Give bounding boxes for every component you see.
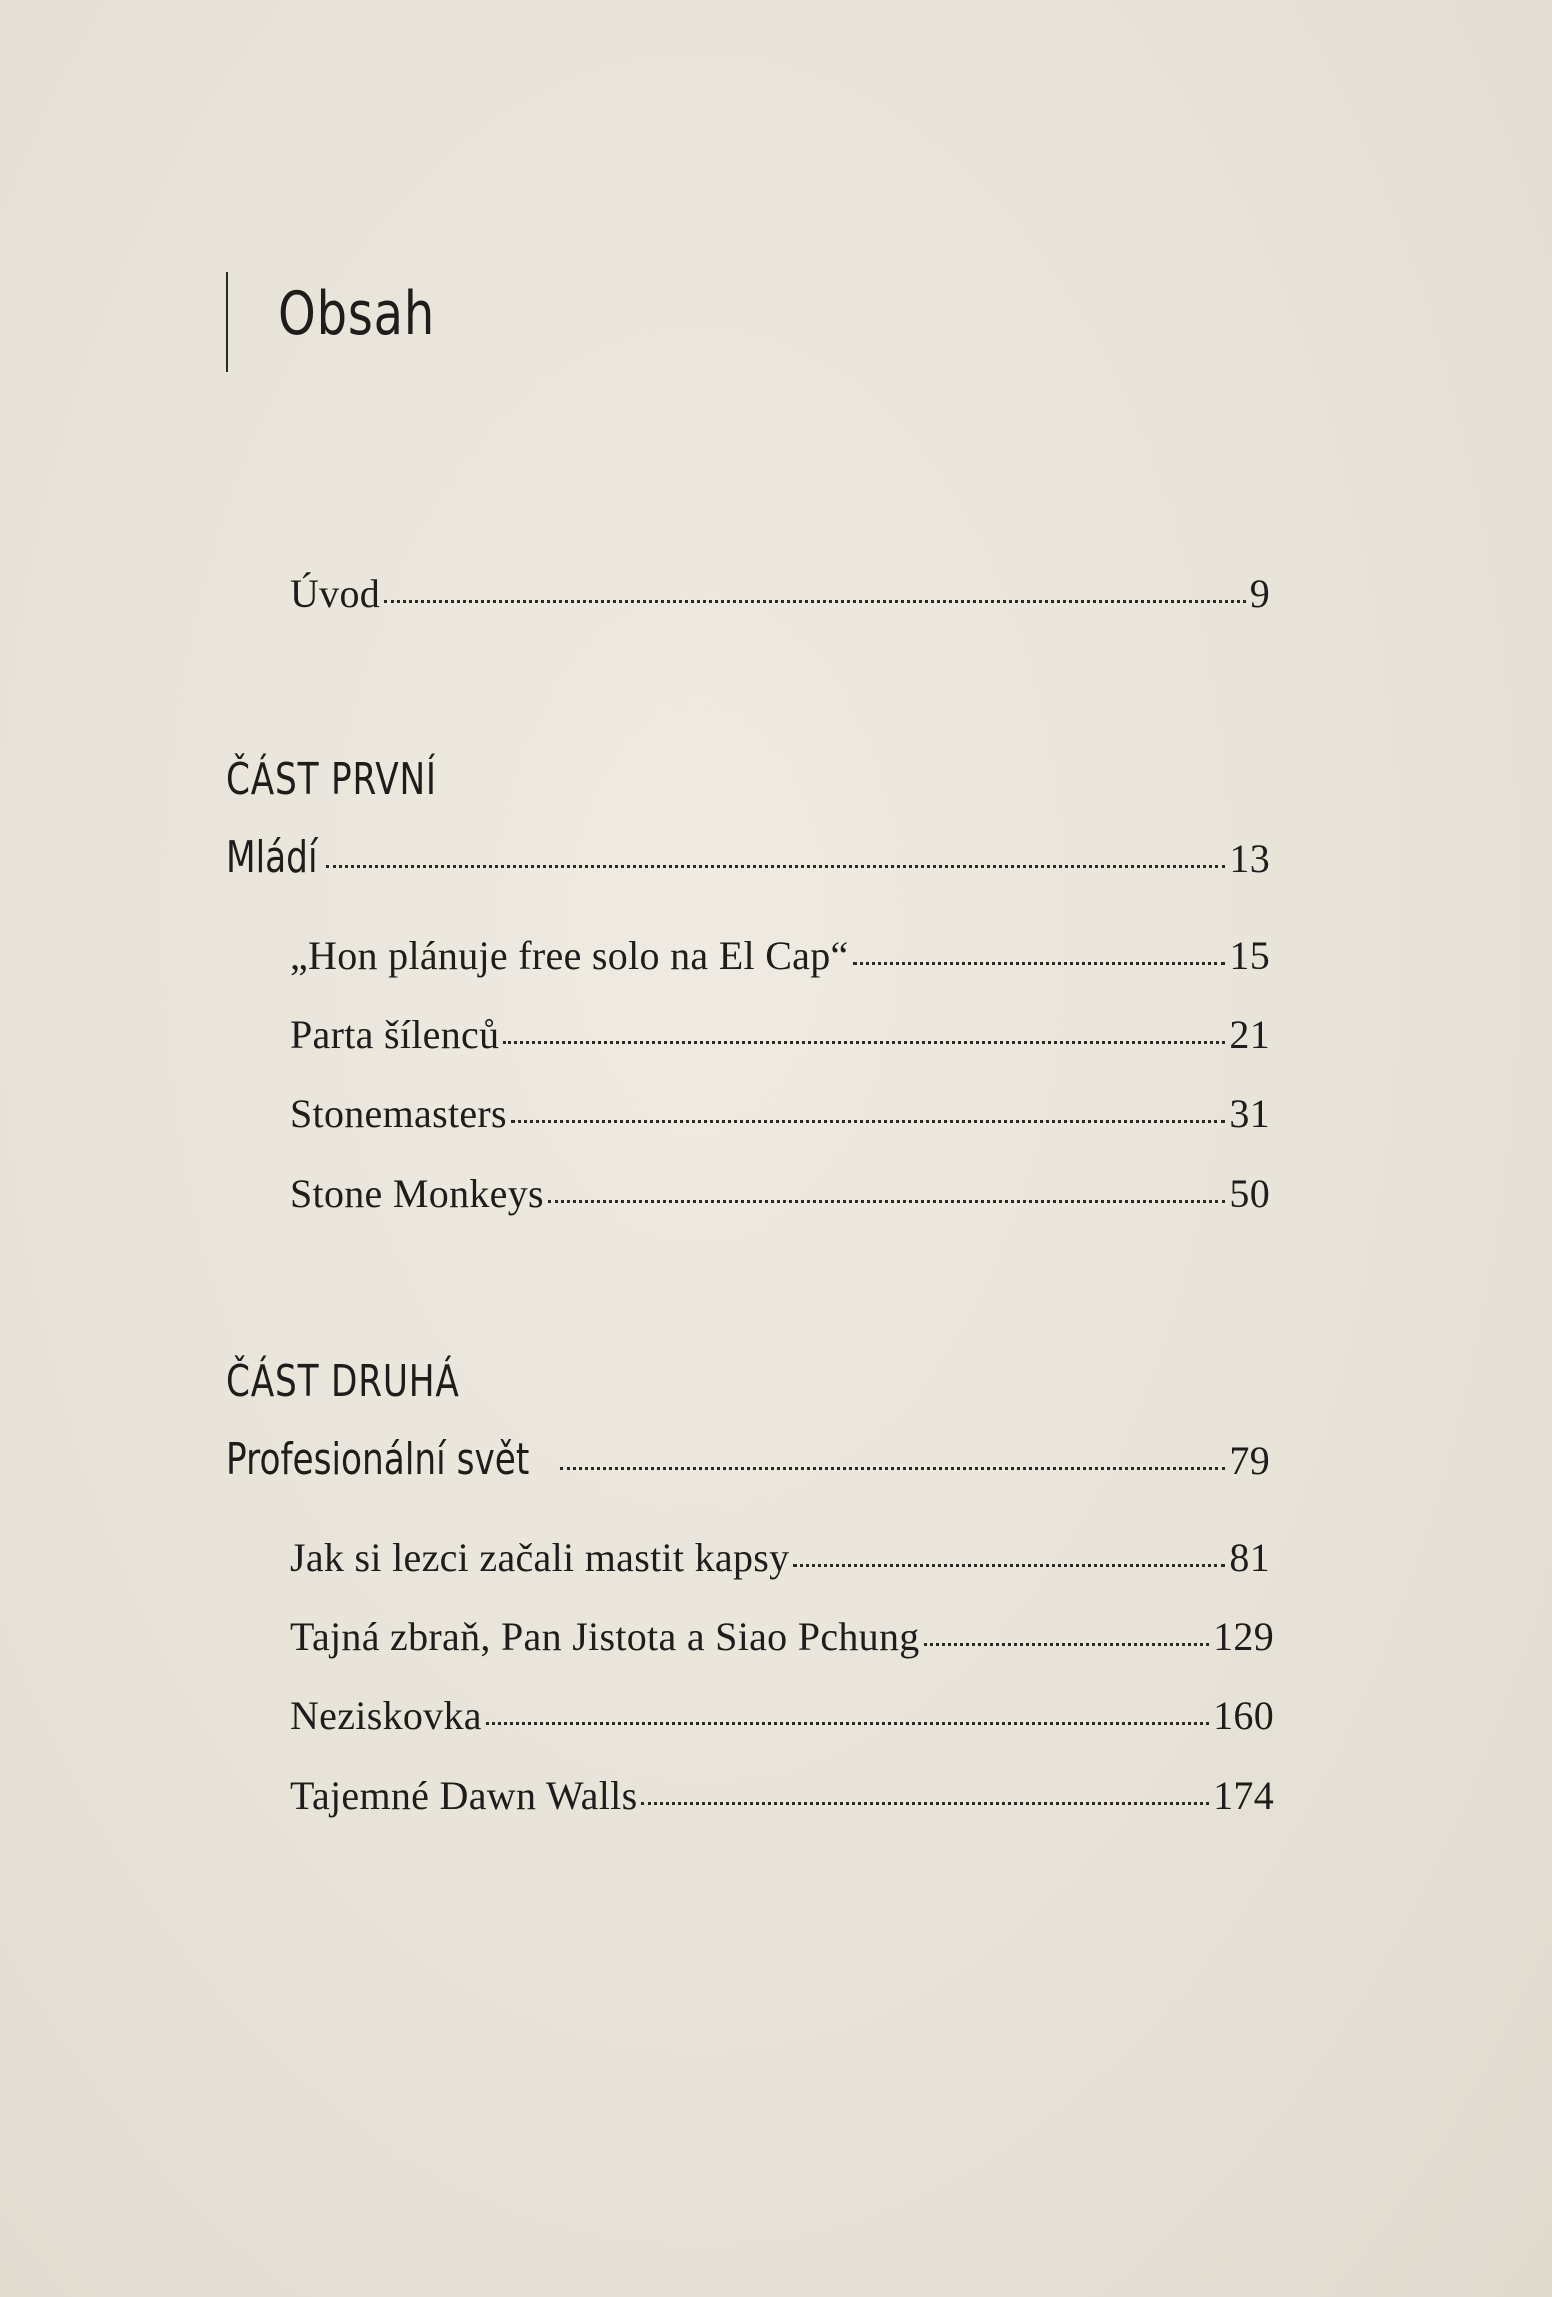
page-title: Obsah xyxy=(278,279,436,349)
heading-rule xyxy=(226,272,228,372)
toc-entry-part-title[interactable] xyxy=(226,1434,1270,1485)
dot-leader xyxy=(384,600,1246,603)
toc-entry-label: Stone Monkeys xyxy=(290,1171,544,1216)
toc-entry[interactable] xyxy=(290,1692,1274,1739)
toc-entry-label: „Hon plánuje free solo na El Cap“ xyxy=(290,933,849,978)
toc-entry[interactable] xyxy=(290,1011,1270,1058)
dot-leader xyxy=(853,962,1226,965)
toc-entry-label: Neziskovka xyxy=(290,1693,482,1738)
dot-leader xyxy=(793,1564,1225,1567)
part-title: Profesionální svět xyxy=(226,1434,530,1485)
dot-leader xyxy=(486,1722,1209,1725)
toc-page-number: 13 xyxy=(1229,836,1270,881)
toc-entry[interactable] xyxy=(290,1613,1274,1660)
part-label: ČÁST PRVNÍ xyxy=(226,754,437,805)
toc-entry[interactable] xyxy=(290,1170,1270,1217)
toc-entry-part-title[interactable] xyxy=(226,832,1270,883)
part-label: ČÁST DRUHÁ xyxy=(226,1356,460,1407)
toc-page-number: 50 xyxy=(1229,1171,1270,1216)
toc-entry[interactable] xyxy=(290,1772,1274,1819)
toc-entry[interactable] xyxy=(290,1090,1270,1137)
dot-leader xyxy=(326,865,1225,868)
dot-leader xyxy=(511,1120,1225,1123)
dot-leader xyxy=(503,1041,1225,1044)
toc-page-number: 129 xyxy=(1213,1614,1274,1659)
toc-page-number: 81 xyxy=(1229,1535,1270,1580)
toc-page-number: 9 xyxy=(1249,571,1270,616)
part-title-wrap xyxy=(226,1434,556,1485)
toc-entry[interactable] xyxy=(290,932,1270,979)
toc-entry[interactable] xyxy=(290,1534,1270,1581)
part-title: Mládí xyxy=(226,832,318,883)
dot-leader xyxy=(548,1200,1225,1203)
toc-page-number: 15 xyxy=(1229,933,1270,978)
toc-entry-label: Tajemné Dawn Walls xyxy=(290,1773,638,1818)
toc-page-number: 79 xyxy=(1229,1438,1270,1483)
toc-entry-label: Jak si lezci začali mastit kapsy xyxy=(290,1535,790,1580)
toc-entry-label: Tajná zbraň, Pan Jistota a Siao Pchung xyxy=(290,1614,920,1659)
toc-entry-label: Parta šílenců xyxy=(290,1012,500,1057)
toc-page-number: 160 xyxy=(1213,1693,1274,1738)
dot-leader xyxy=(560,1467,1225,1470)
toc-page-number: 174 xyxy=(1213,1773,1274,1818)
toc-entry-label: Úvod xyxy=(290,571,381,616)
toc-entry-intro[interactable] xyxy=(290,570,1270,617)
toc-page-number: 31 xyxy=(1229,1091,1270,1136)
dot-leader xyxy=(641,1802,1209,1805)
part-title-wrap xyxy=(226,832,322,883)
toc-page-number: 21 xyxy=(1229,1012,1270,1057)
dot-leader xyxy=(924,1643,1210,1646)
toc-entry-label: Stonemasters xyxy=(290,1091,507,1136)
